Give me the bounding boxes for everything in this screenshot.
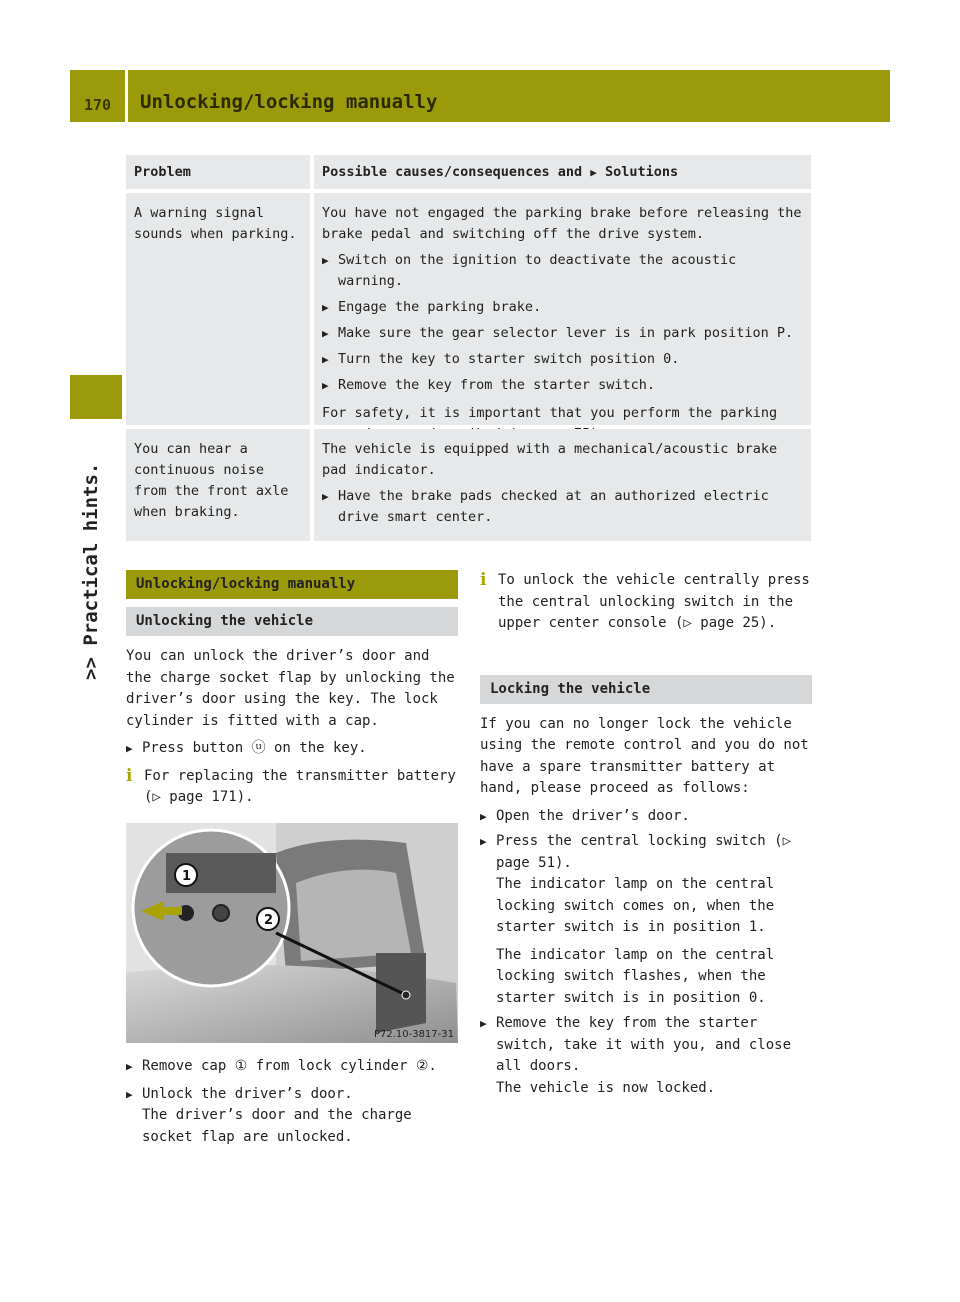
step-text: Turn the key to starter switch position 0.: [338, 351, 680, 367]
table-row: [126, 429, 811, 541]
chapter-tab-marker: [70, 375, 122, 419]
intro-text: If you can no longer lock the vehicle using the remote control and you do not have a spare transmitter battery at hand, please proceed as follows:: [480, 715, 809, 796]
step-content: [142, 1084, 458, 1149]
header-solutions-label: Possible causes/consequences and: [322, 164, 583, 180]
info-note: [126, 766, 458, 809]
header-solutions-label-b: Solutions: [605, 164, 679, 180]
step-item: [322, 250, 803, 292]
step-item: [126, 1084, 458, 1149]
section-heading: Unlocking/locking manually: [126, 570, 458, 599]
step-result: The indicator lamp on the central locking switch comes on, when the starter switch is in position 1.: [496, 876, 775, 935]
header-problem: Problem: [126, 155, 310, 189]
header-solutions: [314, 155, 811, 189]
arrow-icon: ▶: [126, 1087, 133, 1101]
problem-cell: A warning signal sounds when parking.: [126, 193, 310, 425]
door-lock-photo: [126, 823, 458, 1043]
step-content: [496, 1013, 812, 1099]
right-column: [480, 570, 812, 1099]
cause-text: The vehicle is equipped with a mechanical/acoustic brake pad indicator.: [322, 441, 778, 478]
step-result: The indicator lamp on the central locking switch flashes, when the starter switch is in position 0.: [496, 946, 775, 1006]
step-text: Open the driver’s door.: [496, 807, 690, 824]
info-note: [480, 570, 812, 635]
arrow-icon: ▶: [126, 742, 133, 755]
intro-text: You can unlock the driver’s door and the charge socket flap by unlocking the driver’s door using the key. The lock cylinder is fitted with a cap.: [126, 648, 455, 729]
step-text: Press button ⓤ on the key.: [142, 740, 367, 756]
left-column: [126, 570, 458, 809]
photo-caption: P72.10-3817-31: [373, 1029, 454, 1040]
arrow-icon: ▶: [480, 835, 487, 848]
page-title: Unlocking/locking manually: [140, 91, 438, 113]
arrow-icon: ▶: [322, 353, 329, 366]
step-text: Press the central locking switch (▷ page 51).: [496, 833, 792, 871]
step-result: The driver’s door and the charge socket flap are unlocked.: [142, 1107, 412, 1145]
step-text: Engage the parking brake.: [338, 299, 542, 315]
solution-cell: [314, 193, 811, 425]
info-icon: i: [126, 765, 133, 786]
arrow-icon: ▶: [590, 166, 597, 179]
problem-cell: You can hear a continuous noise from the front axle when braking.: [126, 429, 310, 541]
step-item: [322, 486, 803, 528]
arrow-icon: ▶: [322, 490, 329, 503]
chapter-label: >> Practical hints.: [80, 462, 102, 680]
info-icon: i: [480, 570, 487, 590]
step-item: [126, 738, 458, 760]
step-result: The vehicle is now locked.: [496, 1079, 716, 1096]
arrow-icon: ▶: [126, 1060, 133, 1073]
step-item: [480, 1013, 812, 1099]
safety-note: For safety, it is important that you perform the parking: [322, 405, 778, 421]
callout-label-2: 2: [264, 913, 274, 928]
step-content: [496, 831, 812, 1009]
arrow-icon: ▶: [322, 254, 329, 267]
step-text: Make sure the gear selector lever is in park position P.: [338, 325, 794, 341]
step-text: Remove cap ① from lock cylinder ②.: [142, 1058, 437, 1074]
step-item: [322, 323, 803, 344]
callout-label-1: 1: [182, 869, 192, 884]
arrow-icon: ▶: [322, 379, 329, 392]
step-text: Switch on the ignition to deactivate the acoustic warning.: [338, 252, 737, 289]
arrow-icon: ▶: [480, 809, 487, 823]
step-item: [126, 1056, 458, 1078]
left-column-steps: [126, 1056, 458, 1148]
info-text: To unlock the vehicle centrally press the central unlocking switch in the upper center console (▷ page 25).: [498, 572, 810, 631]
solution-cell: [314, 429, 811, 541]
problem-table: [126, 155, 811, 541]
step-item: [322, 375, 803, 396]
step-text: Remove the key from the starter switch.: [338, 377, 655, 393]
step-text: Remove the key from the starter switch, take it with you, and close all doors.: [496, 1015, 792, 1074]
step-text: Unlock the driver’s door.: [142, 1085, 353, 1102]
arrow-icon: ▶: [480, 1017, 487, 1030]
step-text: Have the brake pads checked at an authorized electric drive smart center.: [338, 488, 769, 525]
door-lock-illustration: [126, 823, 458, 1043]
step-item: [322, 297, 803, 318]
step-item: [480, 806, 812, 828]
table-header-row: [126, 155, 811, 189]
page-number: 170: [84, 96, 112, 114]
cause-text: You have not engaged the parking brake before releasing the brake pedal and switching off the drive system.: [322, 205, 802, 242]
arrow-icon: ▶: [322, 327, 329, 340]
subsection-heading: Locking the vehicle: [480, 675, 812, 704]
header-divider: [125, 70, 128, 122]
table-row: [126, 193, 811, 425]
step-item: [322, 349, 803, 370]
info-text: For replacing the transmitter battery (▷ page 171).: [144, 767, 456, 805]
arrow-icon: ▶: [322, 301, 329, 314]
step-item: [480, 831, 812, 1009]
subsection-heading: Unlocking the vehicle: [126, 607, 458, 636]
